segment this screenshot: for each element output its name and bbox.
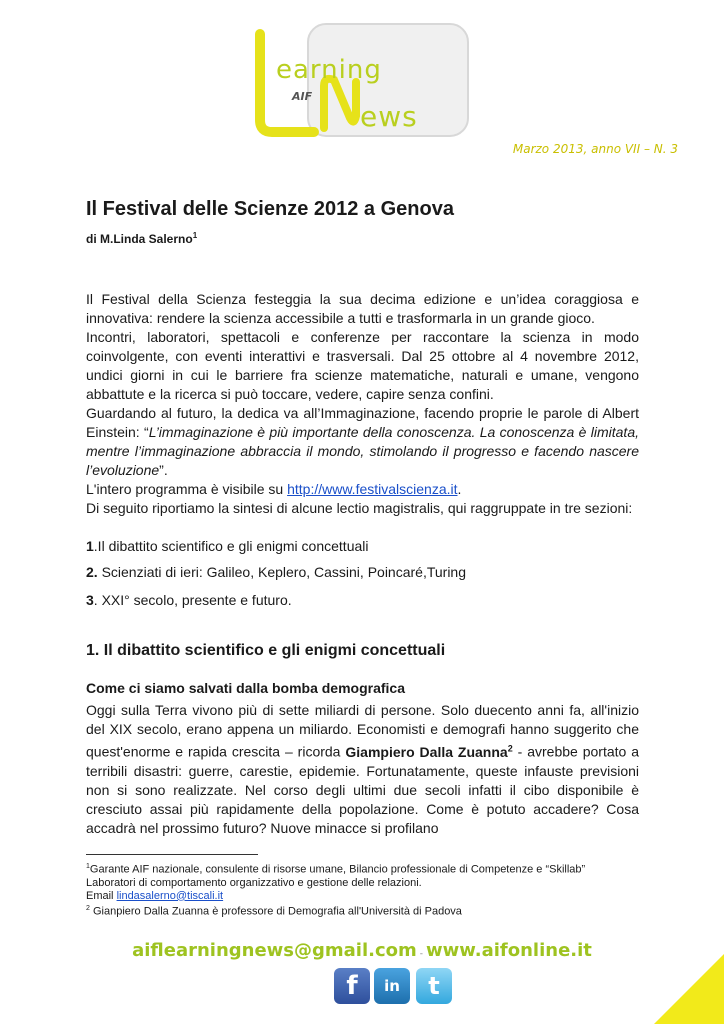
einstein-quote: L’immaginazione è più importante della conoscenza. La conoscenza è limitata, mentre l’immaginazione abbraccia il mondo, stimolando il progresso e facendo nascere l’evoluzione [86, 424, 639, 478]
linkedin-icon[interactable]: in [374, 968, 410, 1004]
footer-email[interactable]: aiflearningnews@gmail.com [132, 940, 417, 961]
festival-link[interactable]: http://www.festivalscienza.it [287, 481, 458, 497]
footnote-ref-1[interactable]: 1 [192, 231, 198, 240]
footnote-ref-2[interactable]: 2 [507, 743, 513, 753]
footnote-2: $^2$ Gianpiero Dalla Zuanna è professore di Demografia all'Università di Padova [86, 905, 462, 918]
issue-date: Marzo 2013, anno VII – N. 3 [512, 142, 678, 156]
list-item: 1.Il dibattito scientifico e gli enigmi concettuali [86, 538, 369, 554]
paragraph: L'intero programma è visibile su http://www.festivalscienza.it. [86, 481, 462, 497]
email-link[interactable]: lindasalerno@tiscali.it [116, 889, 224, 902]
svg-text:ews: ews [360, 100, 418, 133]
author-name: Giampiero Dalla Zuanna$^2$ [345, 743, 513, 760]
paragraph: Di seguito riportiamo la sintesi di alcune lectio magistralis, qui raggruppate in tre sezioni: [86, 500, 633, 516]
subsection-heading: Come ci siamo salvati dalla bomba demografica [86, 680, 405, 696]
list-item: 3. XXI° secolo, presente e futuro. [86, 592, 292, 608]
article-byline [86, 231, 197, 246]
list-item: 2. Scienziati di ieri: Galileo, Keplero, Cassini, Poincaré,Turing [86, 564, 467, 580]
svg-text:AIF: AIF [292, 90, 313, 103]
paragraph: Guardando al futuro, la dedica va all’Immaginazione, facendo proprie le parole di Albert Einstein: “L’immaginazione è più importante della conoscenza. La conoscenza è limitata, mentre l’immaginazione abbraccia il mondo, stimolando il progresso e facendo nascere l’evoluzione”. [86, 405, 639, 478]
section-paragraph: Oggi sulla Terra vivono più di sette miliardi di persone. Solo duecento anni fa, all'inizio del XIX secolo, erano appena un miliardo. Economisti e demografi hanno suggerito che quest'enorme e rapida crescita – ricorda Giampiero Dalla Zuanna$^2$ - avrebbe portato a terribili disastri: guerre, carestie, epidemie. Fortunatamente, queste infauste previsioni non si sono realizzate. Nel corso degli ultimi due secoli infatti il cibo disponibile è cresciuto assai più rapidamente della popolazione. Come è potuto accadere? Cosa accadrà nel prossimo futuro? Nuove minacce si profilano [86, 702, 639, 836]
footer-website[interactable]: www.aifonline.it [426, 940, 592, 961]
footer-contacts: aiflearningnews@gmail.com - www.aifonline.it [132, 940, 592, 961]
article-title: Il Festival delle Scienze 2012 a Genova [86, 198, 454, 220]
learning-news-logo [238, 20, 476, 142]
footnote-divider [86, 854, 258, 855]
article-intro [86, 290, 639, 518]
facebook-icon[interactable]: f [334, 968, 370, 1004]
author: di M.Linda Salerno [86, 232, 193, 246]
corner-decoration [654, 954, 724, 1024]
svg-text:earning: earning [276, 55, 382, 85]
footnote-1: $^1$Garante AIF nazionale, consulente di risorse umane, Bilancio professionale di Competenze e “Skillab” Laboratori di comportamento organizzativo e gestione delle relazioni. Email lindasalerno@tiscali.it [86, 863, 586, 902]
twitter-icon[interactable]: t [416, 968, 452, 1004]
paragraph: Incontri, laboratori, spettacoli e conferenze per raccontare la scienza in modo coinvolgente, con eventi interattivi e trasversali. Dal 25 ottobre al 4 novembre 2012, undici giorni in cui le barriere fra scienze matematiche, naturali e umane, vengono abbattute e la ricerca si può toccare, vedere, capire senza confini. [86, 329, 639, 402]
paragraph: Il Festival della Scienza festeggia la sua decima edizione e un’idea coraggiosa e innovativa: rendere la scienza accessibile a tutti e trasformarla in un grande gioco. [86, 291, 639, 326]
section-heading: 1. Il dibattito scientifico e gli enigmi concettuali [86, 642, 446, 659]
